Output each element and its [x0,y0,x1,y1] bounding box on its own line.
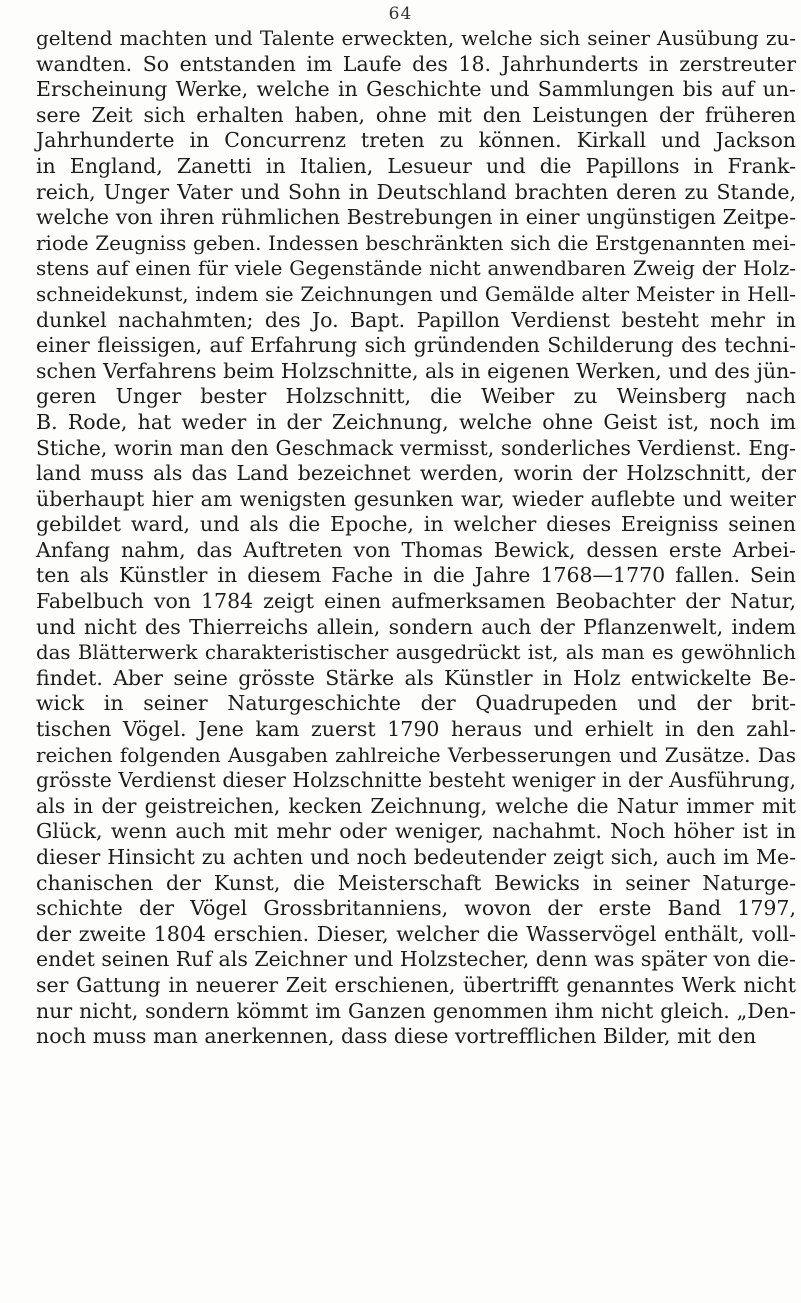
text-line: geltend machten und Talente erweckten, welche sich seiner Ausübung zu- [36,26,796,50]
text-line: Anfang nahm, das Auftreten von Thomas Bewick, dessen erste Arbei- [36,537,796,562]
text-line: chanischen der Kunst, die Meisterschaft Bewicks in seiner Naturge- [36,870,796,895]
text-line: welche von ihren rühmlichen Bestrebungen in einer ungünstigen Zeitpe- [36,205,796,230]
text-line: findet. Aber seine grösste Stärke als Künstler in Holz entwickelte Be- [36,665,796,690]
text-line: einer fleissigen, auf Erfahrung sich gründenden Schilderung des techni- [36,333,796,358]
text-line: B. Rode, hat weder in der Zeichnung, welche ohne Geist ist, noch im [36,409,796,434]
text-line: ten als Künstler in diesem Fache in die Jahre 1768—1770 fallen. Sein [36,563,796,588]
text-line: geren Unger bester Holzschnitt, die Weiber zu Weinsberg nach [36,384,796,409]
body-text [36,26,796,1050]
text-line: der zweite 1804 erschien. Dieser, welcher die Wasservögel enthält, voll- [36,921,796,946]
text-line: grösste Verdienst dieser Holzschnitte besteht weniger in der Ausführung, [36,768,796,793]
text-line: dieser Hinsicht zu achten und noch bedeutender zeigt sich, auch im Me- [36,845,796,869]
text-line: Stiche, worin man den Geschmack vermisst, sonderliches Verdienst. Eng- [36,435,796,460]
text-line: Erscheinung Werke, welche in Geschichte und Sammlungen bis auf un- [36,77,796,102]
text-line: tischen Vögel. Jene kam zuerst 1790 heraus und erhielt in den zahl- [36,717,796,742]
text-line: in England, Zanetti in Italien, Lesueur und die Papillons in Frank- [36,153,796,178]
text-line: überhaupt hier am wenigsten gesunken war, wieder auflebte und weiter [36,486,796,511]
text-line: stens auf einen für viele Gegenstände nicht anwendbaren Zweig der Holz- [36,256,796,281]
text-line: und nicht des Thierreichs allein, sondern auch der Pflanzenwelt, indem [36,614,796,639]
text-line: schen Verfahrens beim Holzschnitte, als in eigenen Werken, und des jün- [36,358,797,383]
text-line: als in der geistreichen, kecken Zeichnung, welche die Natur immer mit [36,793,796,818]
page-number: 64 [388,4,413,24]
text-line: land muss als das Land bezeichnet werden, worin der Holzschnitt, der [36,461,796,486]
text-line: Fabelbuch von 1784 zeigt einen aufmerksamen Beobachter der Natur, [36,589,796,614]
text-line: wandten. So entstanden im Laufe des 18. Jahrhunderts in zerstreuter [36,51,796,76]
text-line: Glück, wenn auch mit mehr oder weniger, nachahmt. Noch höher ist in [36,819,796,844]
text-line: das Blätterwerk charakteristischer ausgedrückt ist, als man es gewöhnlich [36,641,796,665]
text-line: reichen folgenden Ausgaben zahlreiche Verbesserungen und Zusätze. Das [36,742,796,767]
text-line: gebildet ward, und als die Epoche, in welcher dieses Ereigniss seinen [36,512,796,537]
text-line: nur nicht, sondern kömmt im Ganzen genommen ihm nicht gleich. „Den- [36,998,796,1023]
text-line: schichte der Vögel Grossbritanniens, wovon der erste Band 1797, [36,896,796,921]
text-line: sere Zeit sich erhalten haben, ohne mit den Leistungen der früheren [36,102,796,127]
text-line: reich, Unger Vater und Sohn in Deutschland brachten deren zu Stande, [36,179,796,204]
text-line: wick in seiner Naturgeschichte der Quadrupeden und der brit- [36,691,796,716]
text-line: endet seinen Ruf als Zeichner und Holzstecher, denn was später von die- [36,947,796,972]
text-line: schneidekunst, indem sie Zeichnungen und Gemälde alter Meister in Hell- [36,281,796,306]
text-line: Jahrhunderte in Concurrenz treten zu können. Kirkall und Jackson [36,128,796,153]
text-line: ser Gattung in neuerer Zeit erschienen, übertrifft genanntes Werk nicht [36,972,796,997]
text-line: dunkel nachahmten; des Jo. Bapt. Papillon Verdienst besteht mehr in [36,307,796,332]
text-line: riode Zeugniss geben. Indessen beschränkten sich die Erstgenannten mei- [36,230,796,255]
text-line: noch muss man anerkennen, dass diese vortrefflichen Bilder, mit den [36,1024,757,1049]
